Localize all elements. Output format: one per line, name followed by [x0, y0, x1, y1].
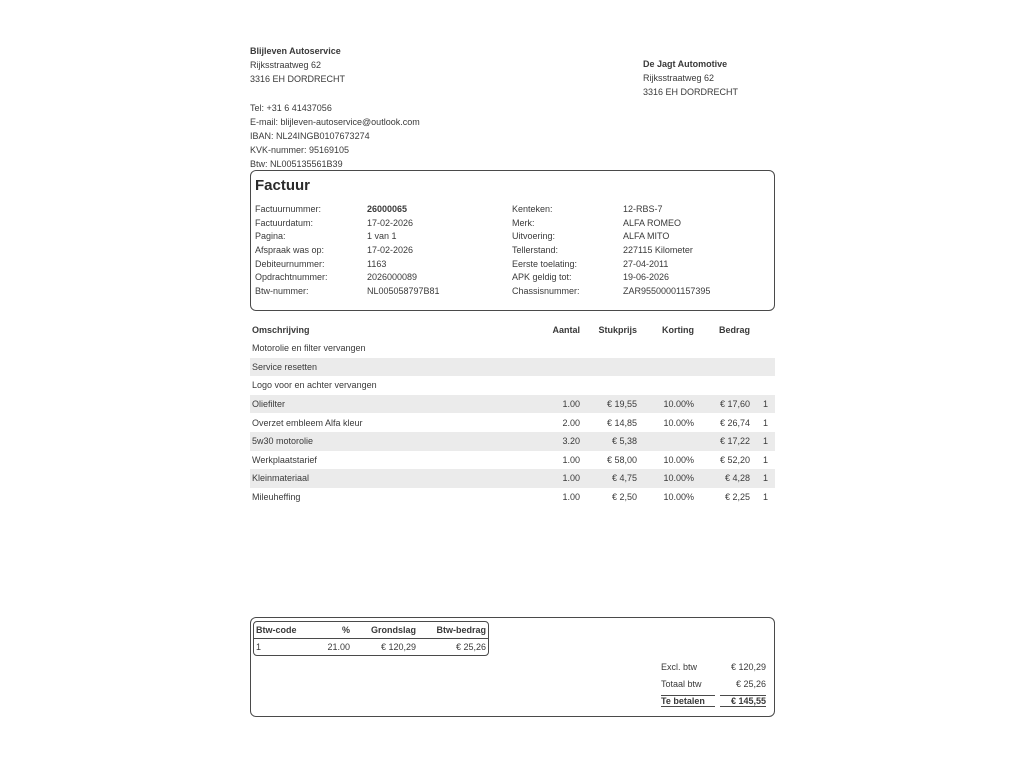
- field-factuurnummer: Factuurnummer: 26000065: [255, 203, 408, 214]
- header-btw-code: Btw-code: [256, 625, 297, 635]
- totals-btw-row: Totaal btw € 25,26: [661, 678, 766, 689]
- field-debiteurnummer: Debiteurnummer: 1163: [255, 258, 387, 269]
- table-row: Overzet embleem Alfa kleur 2.00 € 14,85 10.00% € 26,74 1: [252, 417, 768, 428]
- table-row: Mileuheffing 1.00 € 2,50 10.00% € 2,25 1: [252, 492, 768, 503]
- recipient-street: Rijksstraatweg 62: [643, 72, 715, 83]
- field-merk: Merk: ALFA ROMEO: [512, 217, 682, 228]
- totals-excl-row: Excl. btw € 120,29: [661, 661, 766, 672]
- header-percent: %: [341, 625, 350, 635]
- field-tellerstand: Tellerstand: 227115 Kilometer: [512, 244, 693, 255]
- field-factuurdatum: Factuurdatum: 17-02-2026: [255, 217, 414, 228]
- header-aantal: Aantal: [552, 324, 580, 335]
- recipient-city: 3316 EH DORDRECHT: [643, 86, 739, 97]
- btw-table-header: [254, 622, 488, 639]
- table-row: 5w30 motorolie 3.20 € 5,38 € 17,22 1: [250, 432, 775, 451]
- contact-btw: Btw: NL005135561B39: [250, 158, 343, 169]
- btw-table: [253, 621, 489, 656]
- sender-street: Rijksstraatweg 62: [250, 59, 322, 70]
- field-afspraak: Afspraak was op: 17-02-2026: [255, 244, 414, 255]
- invoice-number: 26000065: [367, 203, 408, 214]
- table-row: Kleinmateriaal 1.00 € 4,75 10.00% € 4,28 1: [250, 469, 775, 488]
- header-btw-bedrag: Btw-bedrag: [436, 625, 486, 635]
- sender-city: 3316 EH DORDRECHT: [250, 73, 346, 84]
- field-uitvoering: Uitvoering: ALFA MITO: [512, 231, 670, 242]
- field-chassisnummer: Chassisnummer: ZAR95500001157395: [512, 285, 711, 296]
- invoice-header-box: [250, 170, 775, 311]
- sender-address-block: [250, 45, 345, 86]
- line-items-table: [250, 320, 775, 506]
- invoice-fields-left: [255, 202, 440, 298]
- table-row: Oliefilter 1.00 € 19,55 10.00% € 17,60 1: [250, 395, 775, 414]
- summary-box: [250, 617, 775, 717]
- contact-email: E-mail: blijleven-autoservice@outlook.com: [250, 116, 420, 127]
- header-grondslag: Grondslag: [370, 625, 416, 635]
- contact-kvk: KVK-nummer: 95169105: [250, 144, 350, 155]
- sender-name: Blijleven Autoservice: [250, 46, 341, 56]
- invoice-title: Factuur: [255, 177, 311, 194]
- header-stukprijs: Stukprijs: [598, 324, 637, 335]
- table-row: Service resetten: [250, 358, 775, 377]
- header-korting: Korting: [662, 324, 694, 335]
- field-apk: APK geldig tot: 19-06-2026: [512, 272, 670, 283]
- invoice-fields-right: [512, 202, 710, 298]
- field-pagina: Pagina: 1 van 1: [255, 231, 397, 242]
- field-eerste-toelating: Eerste toelating: 27-04-2011: [512, 258, 669, 269]
- header-omschrijving: Omschrijving: [252, 324, 310, 335]
- header-bedrag: Bedrag: [718, 324, 750, 335]
- sender-contact-block: [250, 102, 420, 172]
- field-opdrachtnummer: Opdrachtnummer: 2026000089: [255, 272, 418, 283]
- totals-final-row: Te betalen € 145,55: [661, 695, 766, 706]
- contact-phone: Tel: +31 6 41437056: [250, 103, 332, 113]
- btw-table-row: 1 21.00 € 120,29 € 25,26: [256, 642, 486, 652]
- totals-block: [661, 658, 766, 709]
- field-btw-nummer: Btw-nummer: NL005058797B81: [255, 285, 440, 296]
- contact-iban: IBAN: NL24INGB0107673274: [250, 130, 370, 141]
- table-row: Motorolie en filter vervangen: [252, 343, 366, 354]
- table-row: Werkplaatstarief 1.00 € 58,00 10.00% € 52,20 1: [252, 454, 768, 465]
- field-kenteken: Kenteken: 12-RBS-7: [512, 203, 663, 214]
- table-row: Logo voor en achter vervangen: [252, 380, 377, 391]
- items-table-header: [250, 320, 775, 339]
- recipient-name: De Jagt Automotive: [643, 59, 728, 69]
- recipient-address-block: [643, 58, 738, 99]
